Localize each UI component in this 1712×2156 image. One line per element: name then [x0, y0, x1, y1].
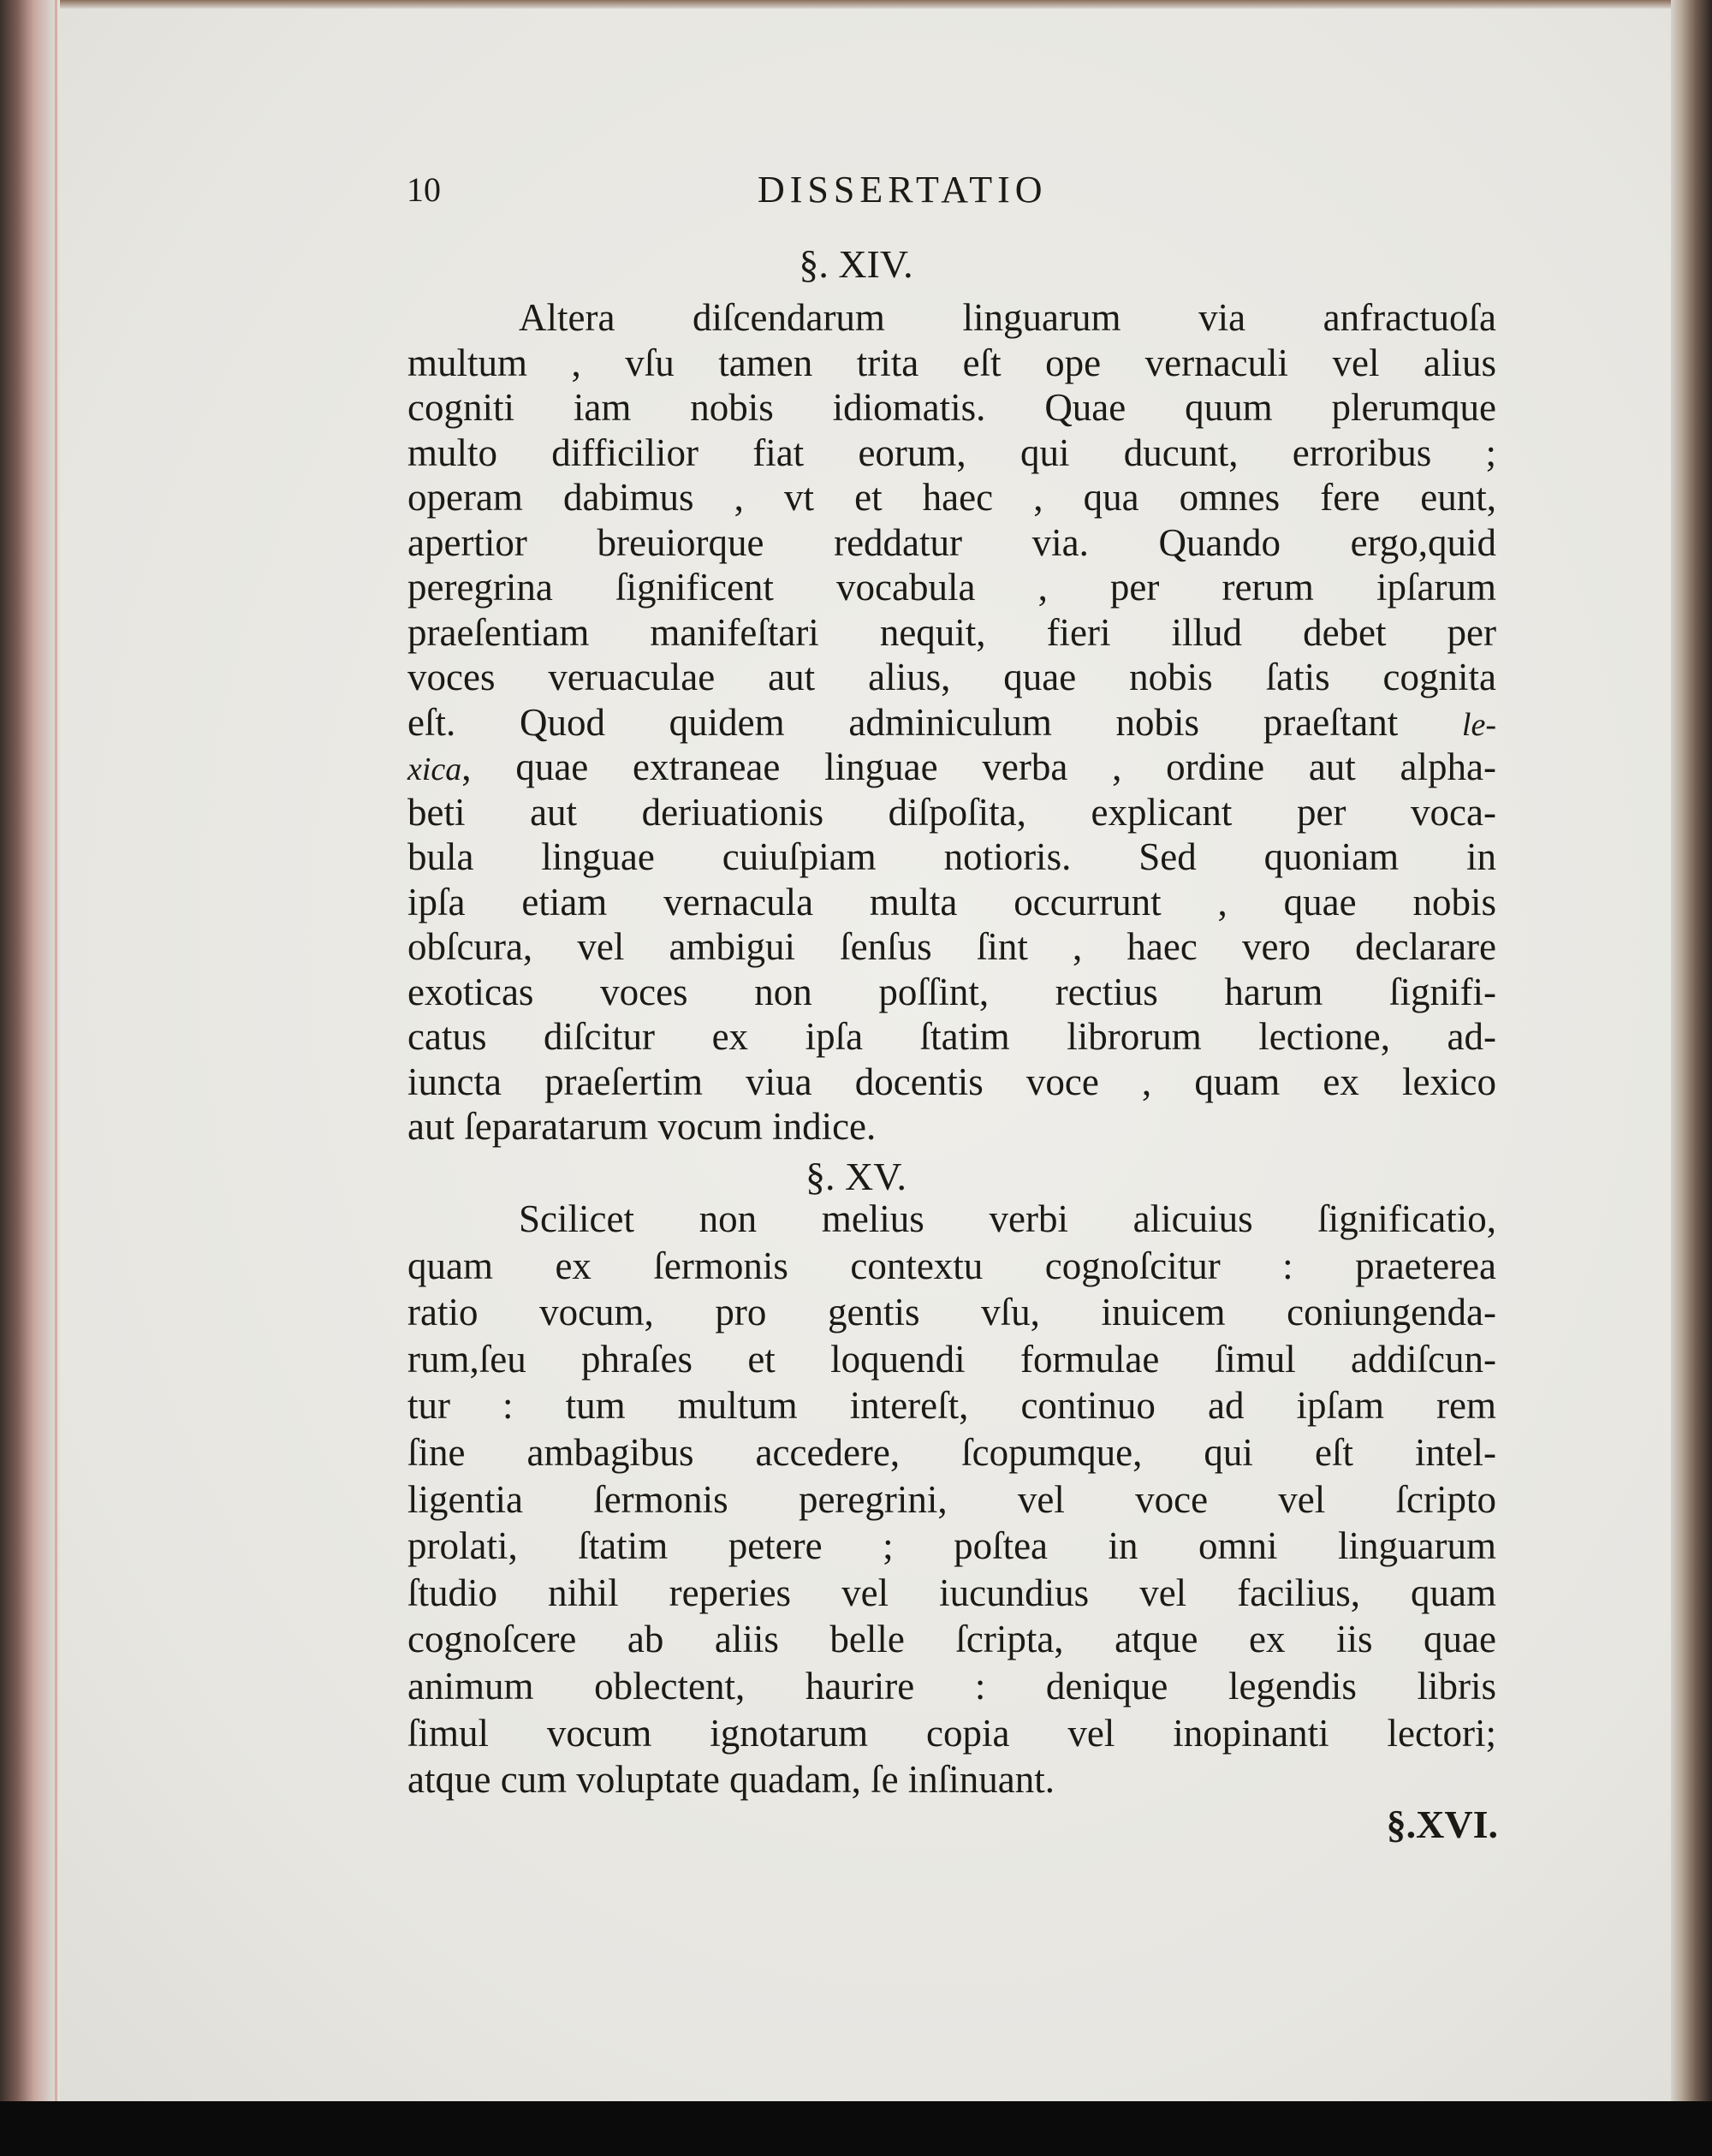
text-line: animum oblectent, haurire : denique legendis libris	[407, 1664, 1496, 1708]
text-line: multo difficilior fiat eorum, qui ducunt, erroribus ;	[407, 431, 1496, 474]
text-line	[407, 700, 1496, 745]
text-line: apertior breuiorque reddatur via. Quando ergo,quid	[407, 520, 1496, 564]
text-line: praeſentiam manifeſtari nequit, fieri illud debet per	[407, 610, 1496, 654]
text-line: Altera diſcendarum linguarum via anfractuoſa	[519, 296, 1496, 339]
text-line: exoticas voces non poſſint, rectius harum ſignifi-	[407, 970, 1496, 1013]
text-line: ſine ambagibus accedere, ſcopumque, qui eſt intel-	[407, 1430, 1496, 1474]
text-line: voces veruaculae aut alius, quae nobis ſatis cognita	[407, 656, 1496, 698]
book-right-edge	[1671, 0, 1712, 2156]
page-number: 10	[407, 170, 441, 209]
italic-word: xica	[407, 751, 462, 787]
text-line: rum,ſeu phraſes et loquendi formulae ſimul addiſcun-	[407, 1337, 1496, 1381]
text-line: obſcura, vel ambigui ſenſus ſint , haec vero declarare	[407, 925, 1496, 968]
text-line: multum , vſu tamen trita eſt ope vernaculi vel alius	[407, 341, 1496, 384]
text-line: catus diſcitur ex ipſa ſtatim librorum lectione, ad-	[407, 1015, 1496, 1058]
text-line: cogniti iam nobis idiomatis. Quae quum plerumque	[407, 386, 1496, 429]
catchword: §.XVI.	[1386, 1803, 1498, 1846]
text-line: Scilicet non melius verbi alicuius ſignificatio,	[519, 1197, 1496, 1240]
text-line: iuncta praeſertim viua docentis voce , quam ex lexico	[407, 1060, 1496, 1103]
scan-bottom-band	[0, 2101, 1712, 2156]
text-line: ipſa etiam vernacula multa occurrunt , quae nobis	[407, 880, 1496, 924]
section-heading-xiv: §. XIV.	[799, 242, 913, 286]
text-line: beti aut deriuationis diſpoſita, explicant per voca-	[407, 790, 1496, 834]
text-segment: , quae extraneae linguae verba , ordine aut alpha-	[461, 745, 1496, 788]
text-line: ratio vocum, pro gentis vſu, inuicem coniungenda-	[407, 1291, 1496, 1334]
text-line: quam ex ſermonis contextu cognoſcitur : praeterea	[407, 1244, 1496, 1287]
book-left-edge	[0, 0, 60, 2156]
text-line: bula linguae cuiuſpiam notioris. Sed quoniam in	[407, 835, 1496, 878]
text-line: peregrina ſignificent vocabula , per rerum ipſarum	[407, 566, 1496, 609]
running-title: DISSERTATIO	[758, 169, 1048, 211]
text-line: tur : tum multum intereſt, continuo ad ipſam rem	[407, 1384, 1496, 1428]
page-top-edge	[0, 0, 1712, 9]
text-line	[407, 745, 1496, 790]
section-heading-xv: §. XV.	[805, 1155, 907, 1198]
italic-word: le-	[1461, 706, 1496, 743]
section-xiv-paragraph	[407, 295, 1496, 1149]
text-line: prolati, ſtatim petere ; poſtea in omni linguarum	[407, 1524, 1496, 1568]
text-line: aut ſeparatarum vocum indice.	[407, 1105, 877, 1148]
page-left-margin-line	[55, 0, 57, 2156]
text-line: cognoſcere ab aliis belle ſcripta, atque ex iis quae	[407, 1618, 1496, 1661]
text-line: operam dabimus , vt et haec , qua omnes fere eunt,	[407, 476, 1496, 519]
text-line: ſtudio nihil reperies vel iucundius vel facilius, quam	[407, 1571, 1496, 1614]
text-line: atque cum voluptate quadam, ſe inſinuant.	[407, 1758, 1055, 1802]
text-segment: eſt. Quod quidem adminiculum nobis praeſtant	[407, 700, 1462, 744]
text-line: ligentia ſermonis peregrini, vel voce vel ſcripto	[407, 1477, 1496, 1521]
section-xv-paragraph	[407, 1196, 1496, 1803]
text-line: ſimul vocum ignotarum copia vel inopinanti lectori;	[407, 1711, 1496, 1755]
